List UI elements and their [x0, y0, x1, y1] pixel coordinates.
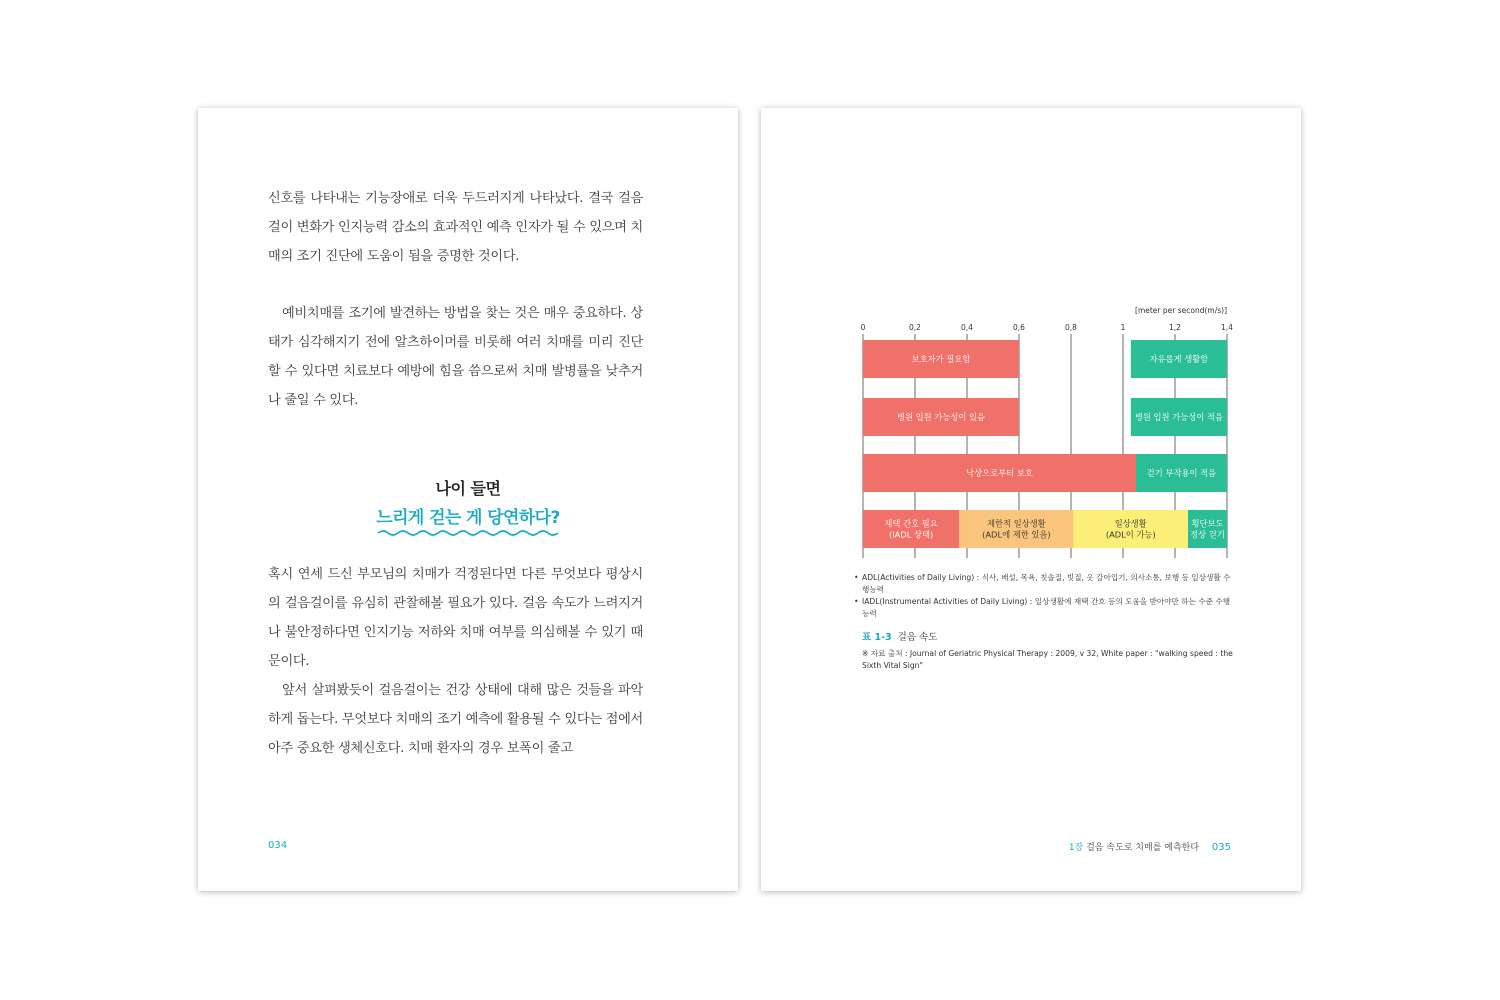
bar-label: 낙상으로부터 보호 — [966, 468, 1033, 478]
note-adl — [854, 572, 1232, 595]
note-iadl — [854, 596, 1232, 619]
tick-label: 1,2 — [1169, 323, 1181, 332]
bar-label: 일상생활 (ADL이 가능) — [1105, 518, 1156, 540]
paragraph: 혹시 연세 드신 부모님의 치매가 걱정된다면 다른 무엇보다 평상시의 걸음걸이를 유심히 관찰해볼 필요가 있다. 걸음 속도가 느려지거나 불안정하다면 인지기능 저하와 치매 여부를 의심해볼 수 있기 때문이다. — [268, 567, 643, 669]
bullet-icon: • — [854, 573, 859, 582]
tick-label: 1 — [1120, 323, 1126, 332]
paragraph: 신호를 나타내는 기능장애로 더욱 두드러지게 나타났다. 결국 걸음걸이 변화가 인지능력 감소의 효과적인 예측 인자가 될 수 있으며 치매의 조기 진단에 도움이 됨을 증명한 것이다. — [268, 191, 643, 264]
caption-text: 걸음 속도 — [897, 632, 938, 643]
paragraph: 앞서 살펴봤듯이 걸음걸이는 건강 상태에 대해 많은 것들을 파악하게 돕는다. 무엇보다 치매의 조기 예측에 활용될 수 있다는 점에서 아주 중요한 생체신호다. 치매 환자의 경우 보폭이 줄고 — [268, 683, 643, 756]
note-text: IADL(Instrumental Activities of Daily Living) : 일상생활에 재택 간호 등의 도움을 받아야만 하는 수준 수행능력 — [862, 597, 1231, 618]
tick-label: 1,4 — [1221, 323, 1233, 332]
bar-label: 병원 입원 가능성이 있음 — [896, 412, 986, 422]
page-number: 035 — [1211, 842, 1231, 853]
tick-label: 0,2 — [909, 323, 921, 332]
tick-label: 0,8 — [1065, 323, 1077, 332]
footer-title: 걸음 속도로 치매를 예측한다 — [1086, 843, 1200, 853]
tick-label: 0 — [860, 323, 866, 332]
tick-label: 0,4 — [961, 323, 973, 332]
bar-label: 횡단보도 정상 걷기 — [1190, 518, 1225, 540]
bar-label: 재택 간호 필요 (IADL 상태) — [884, 518, 938, 540]
caption-number: 표 1-3 — [862, 632, 892, 643]
paragraph: 예비치매를 조기에 발견하는 방법을 찾는 것은 매우 중요하다. 상태가 심각해지기 전에 알츠하이머를 비롯해 여러 치매를 미리 진단할 수 있다면 치료보다 예방에 힘을 씀으로써 치매 발병률을 낮추거나 줄일 수 있다. — [268, 306, 643, 408]
unit-label: [meter per second(m/s)] — [1135, 306, 1227, 315]
bar-label: 자유롭게 생활함 — [1149, 354, 1209, 364]
section-heading — [198, 476, 738, 537]
bar-label: 제한적 일상생활 (ADL에 제한 있음) — [982, 518, 1051, 540]
tick-label: 0,6 — [1013, 323, 1025, 332]
footer-chapter: 1장 — [1068, 843, 1084, 853]
page-number: 034 — [268, 840, 288, 851]
bar-label: 보호자가 필요함 — [911, 354, 971, 364]
running-footer — [1069, 840, 1231, 853]
bar-label: 병원 입원 가능성이 적음 — [1134, 412, 1223, 422]
figure-caption — [862, 629, 937, 643]
source-note: ※ 자료 출처 : Journal of Geriatric Physical Therapy : 2009, v 32, White paper : "walking speed : the Sixth Vital Sign" — [862, 649, 1233, 670]
bullet-icon: • — [854, 597, 859, 606]
right-page — [761, 108, 1301, 891]
walking-speed-chart — [761, 108, 1301, 568]
heading-line-1: 나이 들면 — [435, 479, 501, 498]
note-text: ADL(Activities of Daily Living) : 식사, 배설, 목욕, 칫솔질, 빗질, 옷 갈아입기, 의사소통, 보행 등 일상생활 수행능력 — [862, 573, 1231, 594]
bar-label: 걷기 부작용이 적음 — [1146, 468, 1217, 478]
wave-underline-icon — [376, 529, 560, 537]
left-page — [198, 108, 738, 891]
heading-line-2: 느리게 걷는 게 당연하다? — [376, 508, 560, 528]
